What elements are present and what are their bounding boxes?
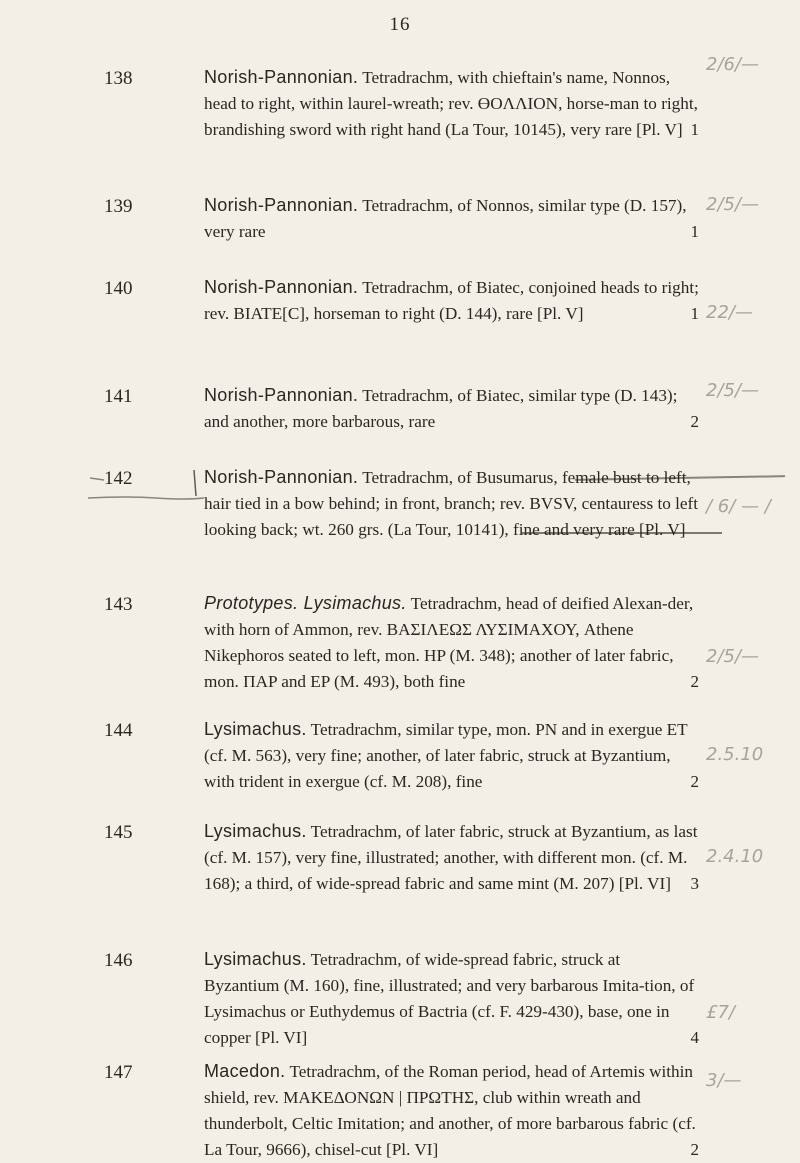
handwritten-price: 2/5/—	[706, 380, 760, 401]
handwritten-price: 22/—	[706, 302, 753, 323]
handwritten-price: 2.4.10	[706, 846, 764, 867]
lot-description: Tetradrachm, head of deified Alexan-der, with horn of Ammon, rev. ΒΑΣΙΛΕΩΣ ΛΥΣΙΜΑΧΟΥ, Athene Nikephoros seated to left, mon. HP (M. 348); another of later fabric, mon. ΠAP and EP (M. 493), both fine	[204, 594, 694, 691]
lot-number: 144	[104, 720, 133, 741]
lot-description: Tetradrachm, similar type, mon. PN and in exergue ET (cf. M. 563), very fine; another, of later fabric, struck at Byzantium, with trident in exergue (cf. M. 208), fine	[204, 720, 688, 791]
lot-number: 147	[104, 1062, 133, 1083]
lot-number: 139	[104, 196, 133, 217]
lot-heading: Norish-Pannonian.	[204, 467, 359, 487]
lot-quantity: 2	[690, 1140, 699, 1159]
handwritten-price: 2.5.10	[706, 744, 764, 765]
lot-heading: Lysimachus.	[204, 719, 307, 739]
lot-number: 138	[104, 68, 133, 89]
lot-description: Tetradrachm, of later fabric, struck at Byzantium, as last (cf. M. 157), very fine, illustrated; another, with different mon. (cf. M. 168); a third, of wide-spread fabric and same mint (M. 207) [Pl. VI]	[204, 822, 698, 893]
lot-quantity: 1	[690, 222, 699, 241]
lot-description: Tetradrachm, of Biatec, similar type (D. 143); and another, more barbarous, rare	[204, 386, 678, 431]
lot-description: Tetradrachm, of Biatec, conjoined heads to right; rev. BIATE[C], horseman to right (D. 144), rare [Pl. V]	[204, 278, 699, 323]
lot-heading: Norish-Pannonian.	[204, 195, 359, 215]
lot-description: Tetradrachm, of Busumarus, female bust to left, hair tied in a bow behind; in front, branch; rev. BVSV, centauress to left looking back; wt. 260 grs. (La Tour, 10141), fine and very rare [Pl. V]	[204, 468, 699, 539]
lot-quantity: 1	[690, 304, 699, 323]
lot-number: 145	[104, 822, 133, 843]
lot-heading: Lysimachus.	[204, 821, 307, 841]
lot-heading: Norish-Pannonian.	[204, 67, 359, 87]
lot-quantity: 2	[690, 772, 699, 791]
lot-description: Tetradrachm, with chieftain's name, Nonnos, head to right, within laurel-wreath; rev. ϴOΛΛΙON, horse-man to right, brandishing sword with right hand (La Tour, 10145), very rare [Pl. V]	[204, 68, 698, 139]
lot-quantity: 3	[690, 874, 699, 893]
lot-number: 146	[104, 950, 133, 971]
handwritten-price: / 6/ — /	[706, 496, 771, 517]
lot-heading: Norish-Pannonian.	[204, 277, 359, 297]
handwritten-price: 2/6/—	[706, 54, 760, 75]
lot-heading: Macedon.	[204, 1061, 286, 1081]
lot-number: 143	[104, 594, 133, 615]
lot-heading: Prototypes. Lysimachus.	[204, 593, 407, 613]
lot-heading: Norish-Pannonian.	[204, 385, 359, 405]
handwritten-price: 3/—	[706, 1070, 742, 1091]
lot-quantity: 1	[690, 120, 699, 139]
page-number: 16	[389, 14, 411, 35]
lot-number: 141	[104, 386, 133, 407]
lot-quantity: 2	[690, 412, 699, 431]
lot-quantity: 4	[690, 1028, 699, 1047]
lot-description: Tetradrachm, of the Roman period, head of Artemis within shield, rev. ΜΑΚΕΔΟΝΩΝ | ΠΡΩΤΗΣ, club within wreath and thunderbolt, Celtic Imitation; and another, of more barbarous fabric (cf. La Tour, 9666), chisel-cut [Pl. VI]	[204, 1062, 696, 1159]
lot-number: 142	[104, 468, 133, 489]
lot-quantity: 2	[690, 672, 699, 691]
handwritten-price: £7/	[706, 1002, 735, 1023]
handwritten-price: 2/5/—	[706, 194, 760, 215]
lot-number: 140	[104, 278, 133, 299]
handwritten-price: 2/5/—	[706, 646, 760, 667]
lot-description: Tetradrachm, of Nonnos, similar type (D. 157), very rare	[204, 196, 687, 241]
lot-description: Tetradrachm, of wide-spread fabric, struck at Byzantium (M. 160), fine, illustrated; and very barbarous Imita-tion, of Lysimachus or Euthydemus of Bactria (cf. F. 429-430), base, one in copper [Pl. VI]	[204, 950, 695, 1047]
lot-heading: Lysimachus.	[204, 949, 307, 969]
